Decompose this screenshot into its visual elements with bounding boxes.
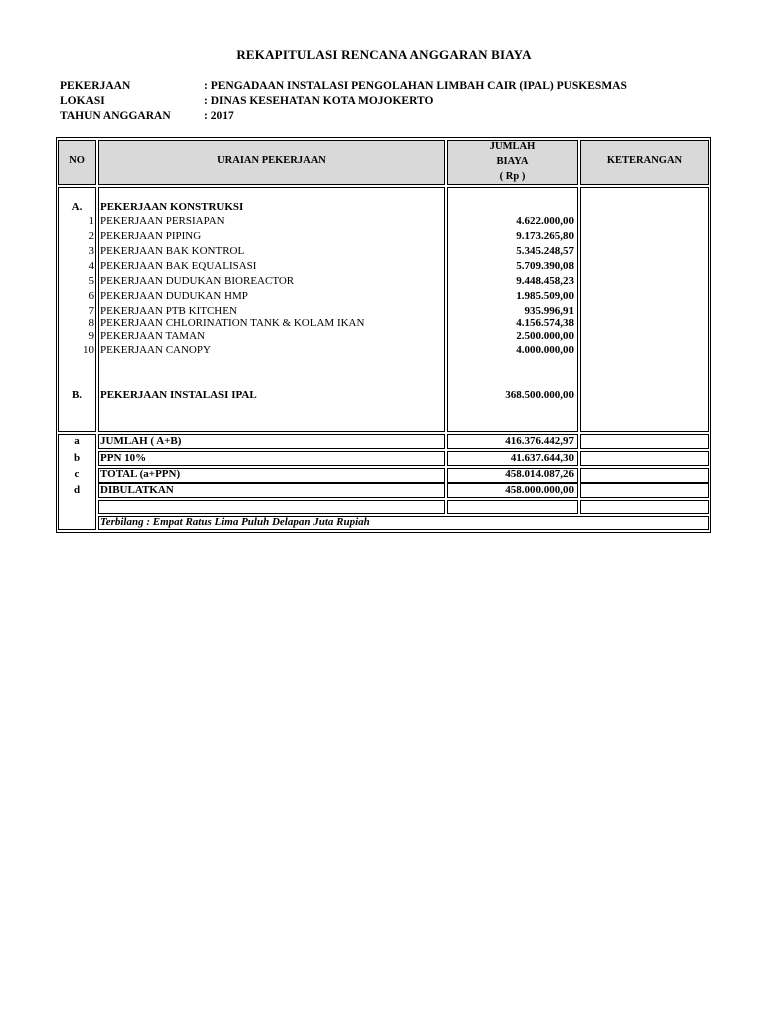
item-amount: 4.622.000,00 — [516, 215, 574, 227]
item-no: 4 — [88, 260, 94, 272]
section-a-code: A. — [71, 201, 83, 213]
item-no: 3 — [88, 245, 94, 257]
document-title: REKAPITULASI RENCANA ANGGARAN BIAYA — [236, 47, 532, 62]
terbilang-text: Terbilang : Empat Ratus Lima Puluh Delapan Juta Rupiah — [100, 516, 370, 528]
item-name: PEKERJAAN BAK KONTROL — [100, 245, 245, 257]
summary-amount: 458.000.000,00 — [505, 484, 574, 496]
section-b-amount: 368.500.000,00 — [505, 389, 574, 401]
header-no: NO — [69, 155, 85, 166]
meta-value-tahun: : 2017 — [204, 110, 234, 122]
meta-label-pekerjaan: PEKERJAAN — [60, 80, 131, 92]
meta-value-pekerjaan: : PENGADAAN INSTALASI PENGOLAHAN LIMBAH CAIR (IPAL) PUSKESMAS — [204, 80, 627, 92]
item-no: 7 — [88, 305, 94, 317]
header-uraian: URAIAN PEKERJAAN — [217, 155, 326, 166]
meta-value-lokasi: : DINAS KESEHATAN KOTA MOJOKERTO — [204, 95, 434, 107]
header-jumlah-line1: JUMLAH — [489, 141, 536, 152]
summary-label: DIBULATKAN — [100, 484, 174, 496]
summary-keterangan-cell — [580, 483, 709, 498]
body-cell-keterangan — [580, 187, 709, 432]
summary-amount: 41.637.644,30 — [510, 452, 574, 464]
meta-label-tahun: TAHUN ANGGARAN — [60, 110, 171, 122]
item-no: 1 — [88, 215, 94, 227]
item-name: PEKERJAAN CANOPY — [100, 344, 211, 356]
item-name: PEKERJAAN PIPING — [100, 230, 202, 242]
item-amount: 9.173.265,80 — [516, 230, 574, 242]
item-name: PEKERJAAN PERSIAPAN — [100, 215, 225, 227]
summary-label: TOTAL (a+PPN) — [100, 468, 181, 480]
summary-label-cell — [98, 500, 445, 514]
item-name: PEKERJAAN BAK EQUALISASI — [100, 260, 257, 272]
item-name: PEKERJAAN DUDUKAN HMP — [100, 290, 248, 302]
item-name: PEKERJAAN CHLORINATION TANK & KOLAM IKAN — [100, 317, 365, 329]
header-jumlah-line3: ( Rp ) — [499, 171, 526, 182]
item-amount: 4.000.000,00 — [516, 344, 574, 356]
summary-amount: 458.014.087,26 — [505, 468, 574, 480]
summary-label-cell — [98, 451, 445, 466]
summary-label: PPN 10% — [100, 452, 147, 464]
item-no: 6 — [88, 290, 94, 302]
meta-label-lokasi: LOKASI — [60, 95, 105, 107]
item-name: PEKERJAAN PTB KITCHEN — [100, 305, 237, 317]
section-b-code: B. — [71, 389, 83, 401]
item-no: 9 — [88, 330, 94, 342]
item-no: 10 — [83, 344, 94, 356]
item-amount: 2.500.000,00 — [516, 330, 574, 342]
item-amount: 4.156.574,38 — [516, 317, 574, 329]
header-jumlah-line2: BIAYA — [496, 156, 529, 167]
item-amount: 5.709.390,08 — [516, 260, 574, 272]
item-no: 8 — [88, 317, 94, 329]
summary-amount-cell — [447, 500, 578, 514]
item-amount: 9.448.458,23 — [516, 275, 574, 287]
summary-code: d — [73, 484, 81, 496]
item-no: 2 — [88, 230, 94, 242]
summary-label: JUMLAH ( A+B) — [100, 435, 182, 447]
summary-cell-no — [58, 434, 96, 530]
summary-code: a — [74, 435, 80, 447]
summary-keterangan-cell — [580, 451, 709, 466]
item-amount: 935.996,91 — [524, 305, 574, 317]
item-name: PEKERJAAN DUDUKAN BIOREACTOR — [100, 275, 295, 287]
summary-code: c — [74, 468, 80, 480]
header-keterangan: KETERANGAN — [606, 155, 683, 166]
item-name: PEKERJAAN TAMAN — [100, 330, 205, 342]
summary-code: b — [73, 452, 81, 464]
section-a-title: PEKERJAAN KONSTRUKSI — [100, 201, 244, 213]
summary-keterangan-cell — [580, 500, 709, 514]
summary-keterangan-cell — [580, 468, 709, 483]
item-amount: 5.345.248,57 — [516, 245, 574, 257]
item-no: 5 — [88, 275, 94, 287]
summary-amount: 416.376.442,97 — [505, 435, 574, 447]
item-amount: 1.985.509,00 — [516, 290, 574, 302]
summary-keterangan-cell — [580, 434, 709, 449]
section-b-title: PEKERJAAN INSTALASI IPAL — [100, 389, 257, 401]
